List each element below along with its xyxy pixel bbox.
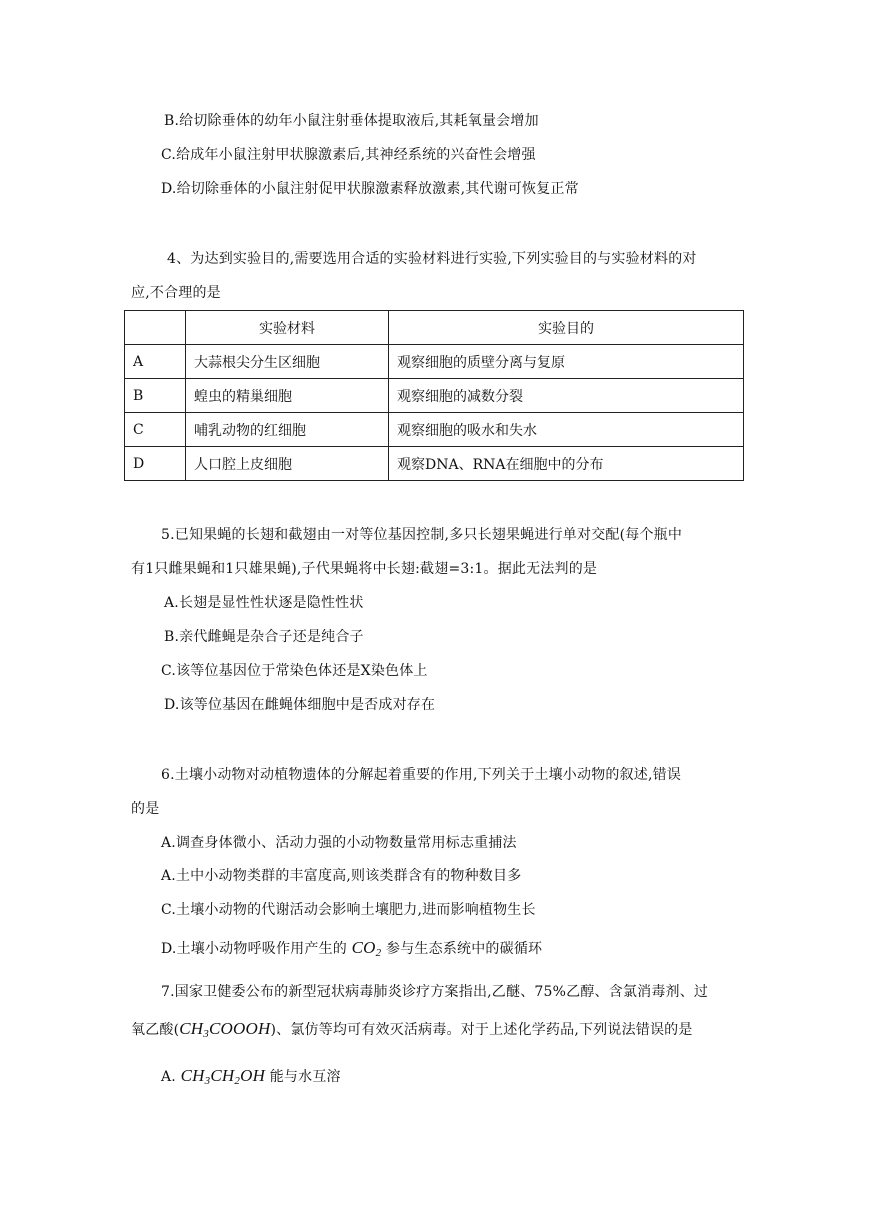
table-cell: 观察DNA、RNA在细胞中的分布 bbox=[389, 447, 744, 481]
table-row bbox=[125, 413, 744, 447]
q6-option-d bbox=[161, 938, 542, 963]
q6-option-a: A.调查身体微小、活动力强的小动物数量常用标志重捕法 bbox=[161, 835, 517, 851]
table-cell: 观察细胞的减数分裂 bbox=[389, 379, 744, 413]
q6-option-d-text-after: 参与生态系统中的碳循环 bbox=[386, 941, 543, 957]
q3-option-d: D.给切除垂体的小鼠注射促甲状腺激素释放激素,其代谢可恢复正常 bbox=[161, 181, 579, 197]
table-cell: 蝗虫的精巢细胞 bbox=[186, 379, 389, 413]
table-cell: C bbox=[125, 413, 186, 447]
co2-formula: $CO_2$ bbox=[351, 938, 382, 959]
ethanol-formula: $CH_3CH_2OH$ bbox=[180, 1066, 266, 1087]
table-header-cell: 实验目的 bbox=[389, 311, 744, 345]
q5-option-b: B.亲代雌蝇是杂合子还是纯合子 bbox=[164, 629, 364, 645]
table-cell: A bbox=[125, 345, 186, 379]
q7-stem-line2-text-after: )、氯仿等均可有效灭活病毒。对于上述化学药品,下列说法错误的是 bbox=[270, 1022, 693, 1038]
q5-option-a: A.长翅是显性性状逐是隐性性状 bbox=[164, 595, 364, 611]
q7-stem-line2-text: 氧乙酸( bbox=[131, 1022, 180, 1038]
experiment-materials-table bbox=[124, 310, 744, 481]
q5-option-d: D.该等位基因在雌蝇体细胞中是否成对存在 bbox=[164, 697, 436, 713]
q6-stem-line1: 6.土壤小动物对动植物遗体的分解起着重要的作用,下列关于土壤小动物的叙述,错误 bbox=[161, 767, 682, 783]
q5-stem-line1: 5.已知果蝇的长翅和截翅由一对等位基因控制,多只长翅果蝇进行单对交配(每个瓶中 bbox=[161, 527, 683, 543]
q3-option-c: C.给成年小鼠注射甲状腺激素后,其神经系统的兴奋性会增强 bbox=[161, 147, 536, 163]
q6-option-a-second: A.土中小动物类群的丰富度高,则该类群含有的物种数目多 bbox=[161, 868, 522, 884]
table-cell: 大蒜根尖分生区细胞 bbox=[186, 345, 389, 379]
table-cell: 观察细胞的吸水和失水 bbox=[389, 413, 744, 447]
q7-stem-line1: 7.国家卫健委公布的新型冠状病毒肺炎诊疗方案指出,乙醚、75%乙醇、含氯消毒剂、过 bbox=[161, 984, 709, 1000]
table-cell: B bbox=[125, 379, 186, 413]
table-cell: 哺乳动物的红细胞 bbox=[186, 413, 389, 447]
q7-option-a-label: A. bbox=[161, 1069, 176, 1085]
table-row bbox=[125, 379, 744, 413]
table-header-cell: 实验材料 bbox=[186, 311, 389, 345]
table-header-row bbox=[125, 311, 744, 345]
q3-option-b: B.给切除垂体的幼年小鼠注射垂体提取液后,其耗氧量会增加 bbox=[164, 113, 539, 129]
q7-option-a bbox=[161, 1066, 341, 1091]
table-cell: D bbox=[125, 447, 186, 481]
q6-option-d-text: D.土壤小动物呼吸作用产生的 bbox=[161, 941, 347, 957]
table-cell: 人口腔上皮细胞 bbox=[186, 447, 389, 481]
table-row bbox=[125, 447, 744, 481]
q4-stem-line1: 4、为达到实验目的,需要选用合适的实验材料进行实验,下列实验目的与实验材料的对 bbox=[167, 251, 697, 267]
table-cell: 观察细胞的质壁分离与复原 bbox=[389, 345, 744, 379]
q7-option-a-text: 能与水互溶 bbox=[269, 1069, 341, 1085]
q6-stem-line2: 的是 bbox=[131, 801, 160, 817]
q7-stem-line2 bbox=[131, 1019, 693, 1044]
q5-option-c: C.该等位基因位于常染色体还是X染色体上 bbox=[161, 663, 428, 679]
table-row bbox=[125, 345, 744, 379]
table-header-cell bbox=[125, 311, 186, 345]
q6-option-c: C.土壤小动物的代谢活动会影响土壤肥力,进而影响植物生长 bbox=[161, 902, 536, 918]
q4-stem-line2: 应,不合理的是 bbox=[131, 285, 221, 301]
peracetic-acid-formula: $CH_3COOOH$ bbox=[179, 1019, 271, 1040]
q5-stem-line2: 有1只雌果蝇和1只雄果蝇),子代果蝇将中长翅:截翅=3:1。据此无法判的是 bbox=[131, 561, 598, 577]
